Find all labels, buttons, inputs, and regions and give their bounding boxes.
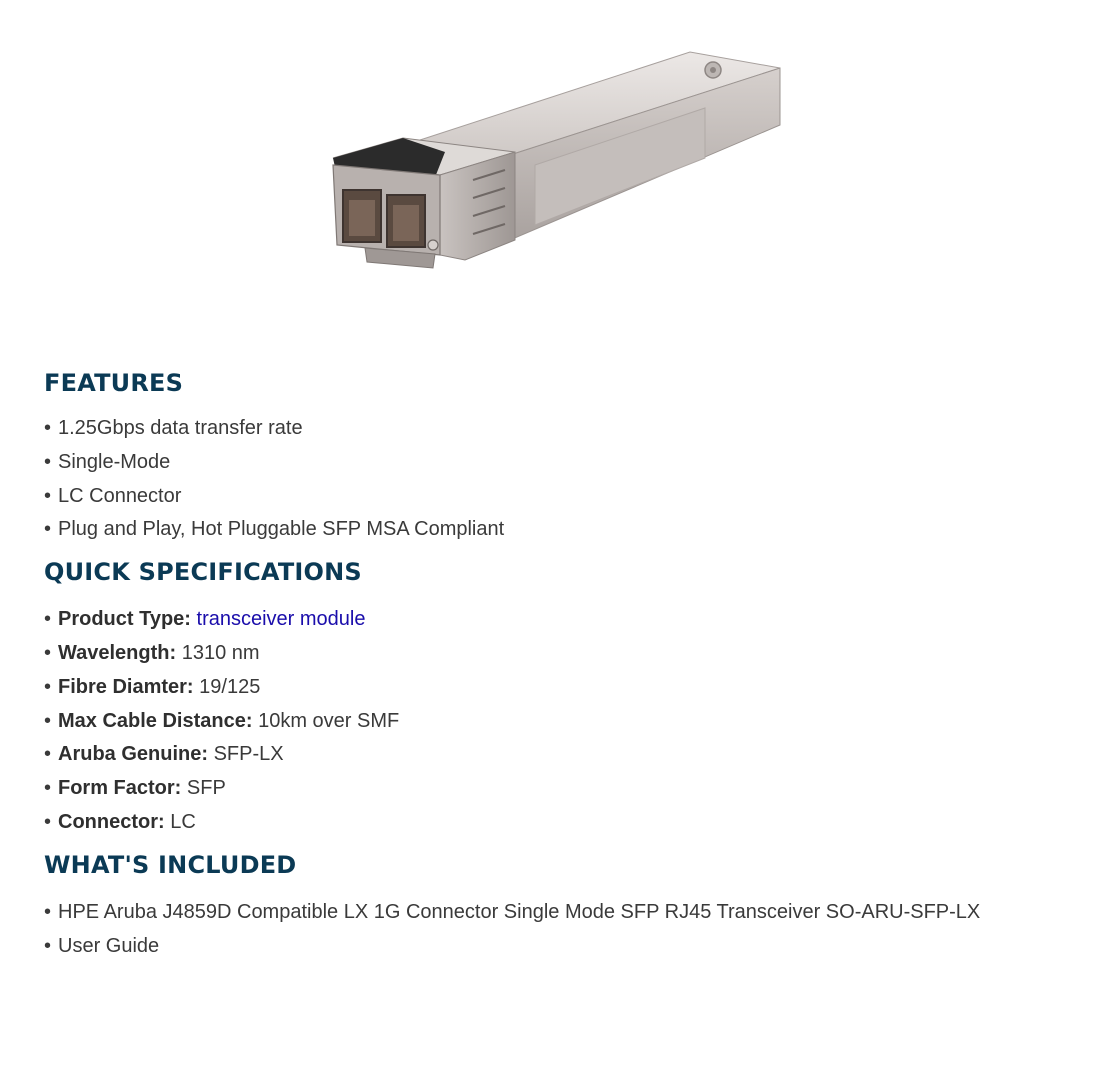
included-text: HPE Aruba J4859D Compatible LX 1G Connector Single Mode SFP RJ45 Transceiver SO-ARU-SFP-LX xyxy=(58,900,981,923)
spec-item xyxy=(44,637,1094,671)
features-heading: FEATURES xyxy=(44,369,184,397)
specifications-list xyxy=(44,603,1094,840)
bullet: • xyxy=(44,777,52,800)
feature-text: 1.25Gbps data transfer rate xyxy=(58,417,303,439)
spec-item xyxy=(44,603,1094,637)
bullet: • xyxy=(44,709,52,732)
spec-item xyxy=(44,772,1094,806)
list-item xyxy=(44,480,1094,514)
sfp-transceiver-image xyxy=(325,40,795,290)
list-item xyxy=(44,930,1094,964)
bullet: • xyxy=(44,641,52,664)
spec-item xyxy=(44,738,1094,772)
list-item xyxy=(44,412,1094,446)
bullet: • xyxy=(44,450,52,473)
spec-item xyxy=(44,705,1094,739)
whats-included-heading: WHAT'S INCLUDED xyxy=(44,850,297,879)
bullet: • xyxy=(44,934,52,957)
bullet: • xyxy=(44,675,52,698)
list-item xyxy=(44,896,1094,930)
spec-item xyxy=(44,806,1094,840)
spec-value: 1310 nm xyxy=(181,641,260,664)
product-type-link[interactable]: transceiver module xyxy=(196,608,366,631)
spec-value: SFP xyxy=(186,777,226,800)
list-item xyxy=(44,513,1094,547)
features-list xyxy=(44,412,1094,547)
feature-text: LC Connector xyxy=(58,484,182,507)
bullet: • xyxy=(44,484,52,507)
spec-label: Connector: xyxy=(58,810,165,833)
spec-label: Aruba Genuine: xyxy=(58,743,209,766)
whats-included-list xyxy=(44,896,1094,964)
spec-value: 10km over SMF xyxy=(258,709,400,732)
included-text: User Guide xyxy=(58,934,160,957)
feature-text: Plug and Play, Hot Pluggable SFP MSA Compliant xyxy=(58,518,505,541)
bullet: • xyxy=(44,900,52,923)
list-item xyxy=(44,446,1094,480)
spec-label: Max Cable Distance: xyxy=(58,709,253,732)
spec-label: Wavelength: xyxy=(58,641,177,664)
bullet: • xyxy=(44,518,52,541)
spec-label: Fibre Diamter: xyxy=(58,675,194,698)
spec-label: Product Type: xyxy=(58,608,191,631)
bullet: • xyxy=(44,743,52,766)
feature-text: Single-Mode xyxy=(58,450,171,473)
spec-item xyxy=(44,671,1094,705)
specifications-heading: QUICK SPECIFICATIONS xyxy=(44,558,362,587)
spec-value: LC xyxy=(170,810,196,833)
bullet: • xyxy=(44,810,52,833)
spec-value: 19/125 xyxy=(199,675,261,698)
bullet: • xyxy=(44,417,52,439)
spec-value: SFP-LX xyxy=(213,743,284,766)
spec-label: Form Factor: xyxy=(58,777,182,800)
product-details xyxy=(44,364,1094,963)
bullet: • xyxy=(44,608,52,631)
